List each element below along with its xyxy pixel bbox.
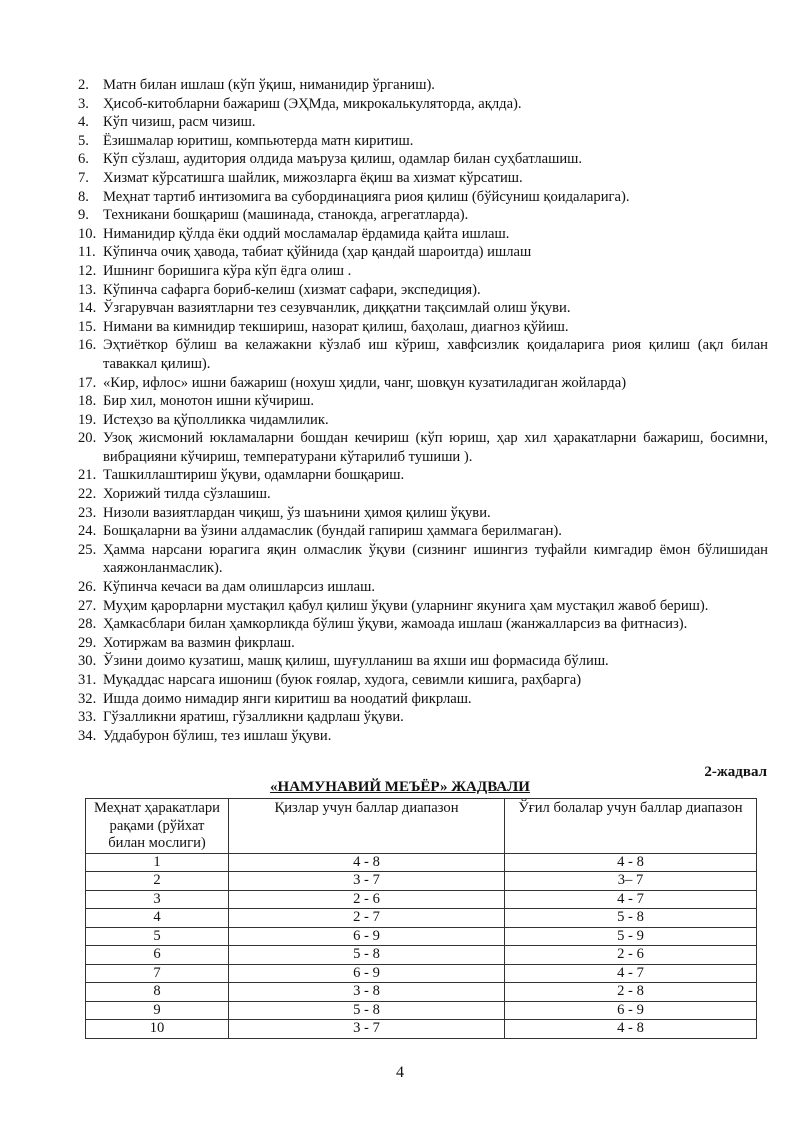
list-item-text: Кўпинча сафарга бориб-келиш (хизмат сафари, экспедиция). (103, 281, 481, 298)
list-item (78, 281, 768, 300)
list-item-text: Ўзгарувчан вазиятларни тез сезувчанлик, диққатни тақсимлай олиш ўқуви. (103, 300, 571, 317)
list-item (78, 243, 768, 262)
list-item (78, 411, 768, 430)
list-item (78, 188, 768, 207)
list-item-number: 11. (78, 244, 96, 261)
table-row (86, 1020, 757, 1039)
list-item-number: 27. (78, 597, 97, 614)
cell-girls-range: 2 - 6 (229, 890, 505, 909)
cell-girls-range: 5 - 8 (229, 946, 505, 965)
list-item (78, 652, 768, 671)
list-item-number: 26. (78, 579, 97, 596)
list-item-text: Гўзалликни яратиш, гўзалликни қадрлаш ўқуви. (103, 709, 404, 726)
cell-boys-range: 4 - 7 (505, 964, 757, 983)
list-item (78, 671, 768, 690)
list-item (78, 727, 768, 746)
list-item-number: 7. (78, 169, 89, 186)
list-item-text: Кўпинча очиқ ҳавода, табиат қўйнида (ҳар қандай шароитда) ишлаш (103, 244, 532, 261)
list-item-text: Ишда доимо нимадир янги киритиш ва ноодатий фикрлаш. (103, 690, 472, 707)
cell-girls-range: 3 - 7 (229, 872, 505, 891)
list-item-text: Ишнинг боришига кўра кўп ёдга олиш . (103, 262, 352, 279)
list-item-text: Кўпинча кечаси ва дам олишларсиз ишлаш. (103, 579, 376, 596)
list-item (78, 206, 768, 225)
list-item-number: 28. (78, 616, 97, 633)
table-row (86, 909, 757, 928)
list-item-text: Эҳтиёткор бўлиш ва келажакни кўзлаб иш кўриш, хавфсизлик қоидаларига риоя қилиш (ақл билан таваккал қилиш). (103, 337, 768, 372)
list-item (78, 615, 768, 634)
table-title: «НАМУНАВИЙ МЕЪЁР» ЖАДВАЛИ (270, 779, 530, 795)
cell-boys-range: 4 - 8 (505, 853, 757, 872)
table-row (86, 964, 757, 983)
list-item-text: Хизмат кўрсатишга шайлик, мижозларга ёқиш ва хизмат кўрсатиш. (103, 169, 523, 186)
cell-activity-number: 1 (86, 853, 229, 872)
list-item (78, 374, 768, 393)
list-item (78, 485, 768, 504)
cell-activity-number: 7 (86, 964, 229, 983)
table-header-row (86, 799, 757, 854)
list-item-number: 21. (78, 467, 97, 484)
list-item (78, 522, 768, 541)
list-item-number: 16. (78, 337, 97, 354)
list-item (78, 318, 768, 337)
list-item-number: 30. (78, 653, 97, 670)
cell-boys-range: 6 - 9 (505, 1001, 757, 1020)
list-item-text: Ҳамкасблари билан ҳамкорликда бўлиш ўқуви, жамоада ишлаш (жанжалларсиз ва фитнасиз). (103, 616, 688, 633)
cell-boys-range: 2 - 6 (505, 946, 757, 965)
cell-activity-number: 4 (86, 909, 229, 928)
header-cell-girls-range: Қизлар учун баллар диапазон (229, 799, 505, 854)
table-row (86, 890, 757, 909)
cell-activity-number: 8 (86, 983, 229, 1002)
list-item-text: Ёзишмалар юритиш, компьютерда матн киритиш. (103, 132, 414, 149)
table-row (86, 927, 757, 946)
norms-table (85, 798, 757, 1039)
list-item-text: Матн билан ишлаш (кўп ўқиш, ниманидир ўрганиш). (103, 77, 435, 93)
list-item (78, 708, 768, 727)
list-item-text: Ҳамма нарсани юрагига яқин олмаслик ўқуви (сизнинг ишингиз туфайли кимгадир ёмон бўлишидан хаяжонланмаслик). (103, 541, 768, 577)
list-item-number: 31. (78, 672, 97, 688)
list-item-text: Истеҳзо ва қўполликка чидамлилик. (103, 411, 329, 428)
cell-boys-range: 4 - 7 (505, 890, 757, 909)
list-item (78, 299, 768, 318)
list-item (78, 113, 768, 132)
list-item-number: 19. (78, 411, 97, 428)
list-item (78, 225, 768, 244)
list-item-text: Бир хил, монотон ишни кўчириш. (103, 393, 315, 410)
cell-boys-range: 5 - 8 (505, 909, 757, 928)
list-item-text: Бошқаларни ва ўзини алдамаслик (бундай гапириш ҳаммага берилмаган). (103, 523, 562, 540)
list-item-text: Хорижий тилда сўзлашиш. (103, 486, 271, 503)
list-item-number: 13. (78, 281, 97, 298)
list-item-number: 17. (78, 374, 97, 391)
list-item-number: 2. (78, 77, 89, 93)
cell-girls-range: 3 - 7 (229, 1020, 505, 1039)
header-cell-activity-number: Меҳнат ҳаракатлари рақами (рўйхат билан мослиги) (86, 799, 229, 854)
list-item-number: 3. (78, 95, 89, 112)
list-item (78, 95, 768, 114)
cell-activity-number: 3 (86, 890, 229, 909)
cell-girls-range: 4 - 8 (229, 853, 505, 872)
list-item-number: 12. (78, 262, 97, 279)
cell-boys-range: 4 - 8 (505, 1020, 757, 1039)
list-item (78, 429, 768, 466)
cell-girls-range: 3 - 8 (229, 983, 505, 1002)
list-item-text: «Кир, ифлос» ишни бажариш (нохуш ҳидли, чанг, шовқун кузатиладиган жойларда) (103, 374, 627, 391)
list-item-number: 29. (78, 634, 97, 651)
list-item-text: Узоқ жисмоний юкламаларни бошдан кечириш (кўп юриш, ҳар хил ҳаракатларни бажариш, босимни, вибрацияни кўчириш, температурани кўтарилиб тушиши ). (103, 430, 768, 465)
cell-boys-range: 5 - 9 (505, 927, 757, 946)
list-item (78, 150, 768, 169)
cell-activity-number: 9 (86, 1001, 229, 1020)
list-item-text: Нимани ва кимнидир текшириш, назорат қилиш, баҳолаш, диагноз қўйиш. (103, 318, 569, 335)
list-item-number: 20. (78, 430, 97, 447)
list-item-number: 14. (78, 300, 97, 317)
list-item-number: 15. (78, 318, 97, 335)
list-item-number: 24. (78, 523, 97, 540)
cell-activity-number: 6 (86, 946, 229, 965)
cell-girls-range: 6 - 9 (229, 927, 505, 946)
list-item-number: 8. (78, 188, 89, 205)
list-item-number: 25. (78, 541, 97, 558)
list-item-text: Низоли вазиятлардан чиқиш, ўз шаънини ҳимоя қилиш ўқуви. (103, 504, 491, 521)
cell-activity-number: 10 (86, 1020, 229, 1039)
list-item-number: 5. (78, 132, 89, 149)
list-item-text: Техникани бошқариш (машинада, станокда, агрегатларда). (103, 207, 469, 224)
list-item (78, 169, 768, 188)
list-item-number: 10. (78, 225, 97, 242)
list-item-text: Хотиржам ва вазмин фикрлаш. (103, 634, 295, 651)
cell-girls-range: 5 - 8 (229, 1001, 505, 1020)
list-item-number: 32. (78, 690, 97, 707)
list-item (78, 597, 768, 616)
list-item (78, 634, 768, 653)
table-row (86, 1001, 757, 1020)
list-item-text: Кўп чизиш, расм чизиш. (103, 114, 256, 131)
list-item-number: 9. (78, 207, 89, 224)
list-item-text: Ниманидир қўлда ёки оддий мосламалар ёрдамида қайта ишлаш. (103, 225, 510, 242)
page-number: 4 (396, 1064, 404, 1081)
table-row (86, 983, 757, 1002)
list-item-text: Уддабурон бўлиш, тез ишлаш ўқуви. (103, 727, 332, 744)
list-item (78, 76, 768, 95)
list-item (78, 466, 768, 485)
list-item-number: 22. (78, 486, 97, 503)
list-item-text: Муҳим қарорларни мустақил қабул қилиш ўқуви (уларнинг якунига ҳам мустақил жавоб бериш). (103, 597, 709, 614)
list-item-text: Ўзини доимо кузатиш, машқ қилиш, шуғулланиш ва яхши иш формасида бўлиш. (103, 653, 609, 670)
list-item (78, 392, 768, 411)
table-body (86, 853, 757, 1038)
list-item-text: Меҳнат тартиб интизомига ва субординацияга риоя қилиш (бўйсуниш қоидаларига). (103, 188, 630, 205)
activities-list (78, 76, 768, 745)
list-item-number: 34. (78, 727, 97, 744)
list-item (78, 132, 768, 151)
table-row (86, 946, 757, 965)
list-item-number: 18. (78, 393, 97, 410)
list-item (78, 336, 768, 373)
list-item (78, 541, 768, 578)
table-row (86, 853, 757, 872)
table-row (86, 872, 757, 891)
list-item-number: 6. (78, 151, 89, 168)
list-item-text: Муқаддас нарсага ишониш (буюк ғоялар, худога, севимли кишига, раҳбарга) (103, 672, 582, 688)
list-item (78, 504, 768, 523)
list-item-number: 23. (78, 504, 97, 521)
cell-activity-number: 2 (86, 872, 229, 891)
list-item (78, 578, 768, 597)
list-item (78, 262, 768, 281)
list-item-text: Ташкиллаштириш ўқуви, одамларни бошқариш. (103, 467, 405, 484)
cell-girls-range: 2 - 7 (229, 909, 505, 928)
cell-girls-range: 6 - 9 (229, 964, 505, 983)
list-item-text: Ҳисоб-китобларни бажариш (ЭҲМда, микрокалькуляторда, ақлда). (103, 95, 522, 112)
cell-boys-range: 2 - 8 (505, 983, 757, 1002)
list-item (78, 690, 768, 709)
list-item-number: 33. (78, 709, 97, 726)
list-item-number: 4. (78, 114, 89, 131)
cell-activity-number: 5 (86, 927, 229, 946)
list-item-text: Кўп сўзлаш, аудитория олдида маъруза қилиш, одамлар билан суҳбатлашиш. (103, 151, 583, 168)
cell-boys-range: 3– 7 (505, 872, 757, 891)
table-label: 2-жадвал (704, 764, 767, 780)
header-cell-boys-range: Ўғил болалар учун баллар диапазон (505, 799, 757, 854)
